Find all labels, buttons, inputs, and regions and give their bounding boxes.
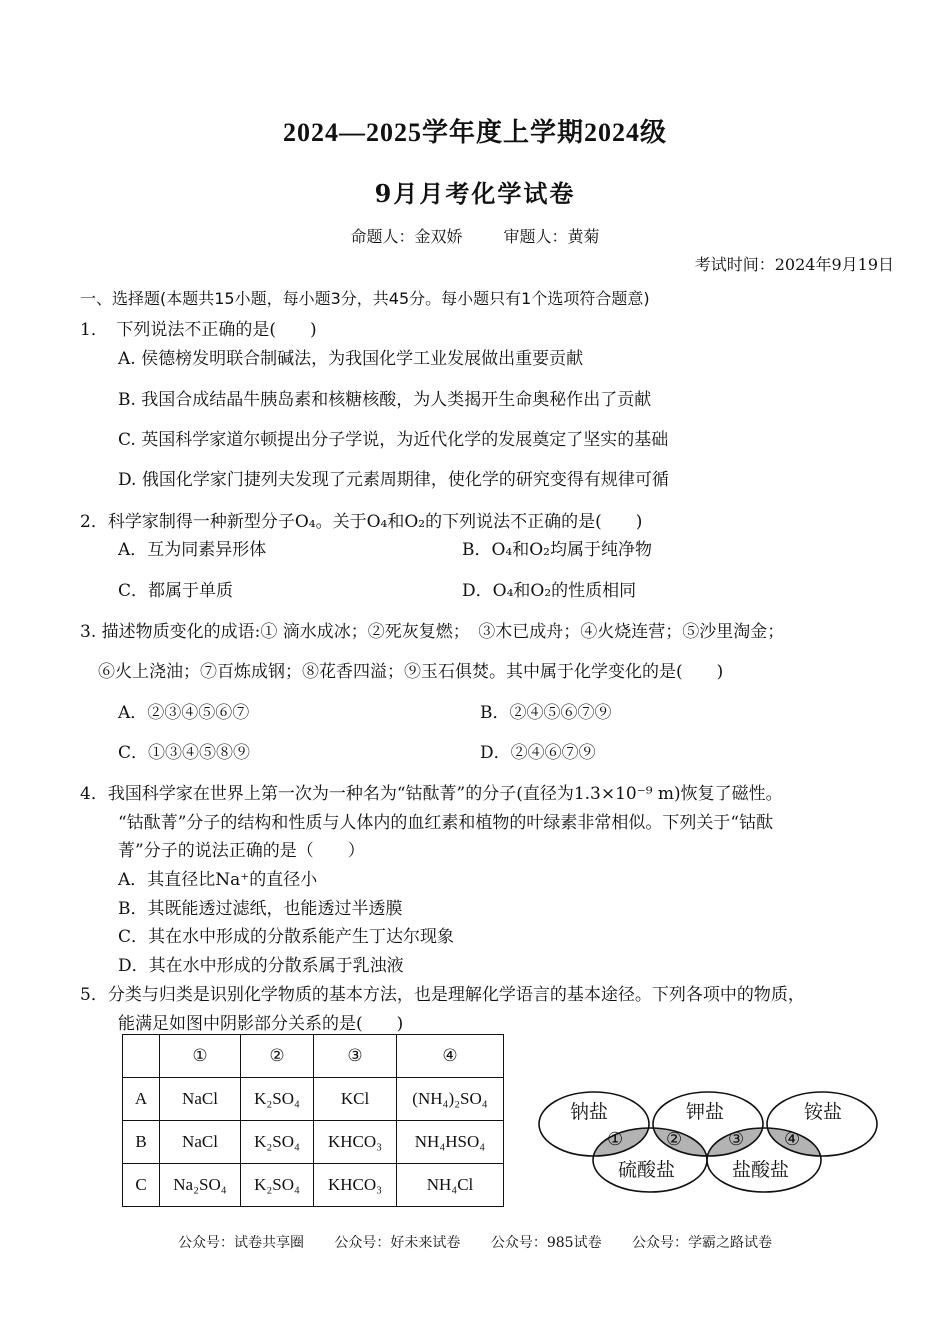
- table-header-row: [123, 1035, 504, 1078]
- region-label-1: ①: [607, 1129, 624, 1150]
- table-cell: ③: [314, 1035, 397, 1078]
- label-chloride: 盐酸盐: [732, 1159, 790, 1181]
- table-cell: NaCl: [160, 1121, 241, 1164]
- q4-option-a: A．其直径比Na⁺的直径小: [118, 870, 318, 890]
- q3-stem-line-2: ⑥火上浇油；⑦百炼成钢；⑧花香四溢；⑨玉石俱焚。其中属于化学变化的是( ): [98, 662, 724, 682]
- table-cell: K₂SO₄: [241, 1078, 314, 1121]
- q1-option-c: C. 英国科学家道尔顿提出分子学说，为近代化学的发展奠定了坚实的基础: [118, 430, 669, 450]
- q4-option-d: D．其在水中形成的分散系属于乳浊液: [118, 956, 404, 976]
- q4-option-b: B．其既能透过滤纸，也能透过半透膜: [118, 899, 403, 919]
- label-sodium-salt: 钠盐: [570, 1101, 609, 1123]
- q5-classification-diagram: [530, 1080, 910, 1205]
- q1-option-a: A. 侯德榜发明联合制碱法，为我国化学工业发展做出重要贡献: [118, 349, 584, 369]
- label-ammonium-salt: 铵盐: [804, 1101, 843, 1123]
- q3-stem-line-1: 3. 描述物质变化的成语:① 滴水成冰；②死灰复燃； ③木已成舟；④火烧连营；⑤沙里淘金；: [80, 622, 785, 642]
- reviewer: 审题人：黄菊: [503, 227, 600, 246]
- table-row: [123, 1078, 504, 1121]
- exam-time: 考试时间：2024年9月19日: [694, 255, 894, 274]
- table-cell: K₂SO₄: [241, 1164, 314, 1207]
- q3-option-b: B．②④⑤⑥⑦⑨: [480, 703, 612, 723]
- table-cell: KHCO₃: [314, 1164, 397, 1207]
- label-potassium-salt: 钾盐: [686, 1101, 725, 1123]
- q2-option-b: B．O₄和O₂均属于纯净物: [462, 540, 652, 560]
- q4-stem-line-2: “钴酞菁”分子的结构和性质与人体内的血红素和植物的叶绿素非常相似。下列关于“钴酞: [118, 813, 774, 833]
- table-cell: Na₂SO₄: [160, 1164, 241, 1207]
- title-line-2: 9月月考化学试卷: [374, 179, 576, 208]
- q2-option-c: C．都属于单质: [118, 581, 234, 601]
- table-cell: (NH₄)₂SO₄: [397, 1078, 504, 1121]
- table-cell: ①: [160, 1035, 241, 1078]
- table-cell: NH₄Cl: [397, 1164, 504, 1207]
- q5-stem-line-2: 能满足如图中阴影部分关系的是( ): [118, 1014, 404, 1034]
- table-cell: KHCO₃: [314, 1121, 397, 1164]
- q1-option-b: B. 我国合成结晶牛胰岛素和核糖核酸，为人类揭开生命奥秘作出了贡献: [118, 390, 652, 410]
- footer-item: 公众号：好未来试卷: [334, 1235, 461, 1251]
- table-row: [123, 1164, 504, 1207]
- footer: [0, 1232, 950, 1252]
- authors-line: [0, 224, 950, 247]
- region-label-3: ③: [728, 1129, 745, 1150]
- q2-option-d: D．O₄和O₂的性质相同: [462, 581, 637, 601]
- region-label-2: ②: [666, 1129, 683, 1150]
- q3-option-c: C．①③④⑤⑧⑨: [118, 743, 251, 763]
- table-cell: ④: [397, 1035, 504, 1078]
- table-cell: K₂SO₄: [241, 1121, 314, 1164]
- q4-stem-line-1: 4．我国科学家在世界上第一次为一种名为“钴酞菁”的分子(直径为1.3×10⁻⁹ m)恢复了磁性。: [80, 784, 783, 804]
- table-cell: KCl: [314, 1078, 397, 1121]
- section-title: 一、选择题(本题共15小题，每小题3分，共45分。每小题只有1个选项符合题意): [80, 289, 650, 308]
- q1-stem: 1． 下列说法不正确的是( ): [80, 320, 317, 340]
- table-cell: NH₄HSO₄: [397, 1121, 504, 1164]
- q3-option-a: A．②③④⑤⑥⑦: [118, 703, 250, 723]
- q1-option-d: D. 俄国化学家门捷列夫发现了元素周期律，使化学的研究变得有规律可循: [118, 470, 669, 490]
- table-cell: B: [123, 1121, 160, 1164]
- footer-item: 公众号：学霸之路试卷: [632, 1235, 773, 1251]
- q2-stem: 2．科学家制得一种新型分子O₄。关于O₄和O₂的下列说法不正确的是( ): [80, 512, 643, 532]
- author: 命题人：金双娇: [350, 227, 463, 246]
- label-sulfate: 硫酸盐: [618, 1159, 676, 1181]
- footer-item: 公众号：985试卷: [490, 1235, 602, 1251]
- table-row: [123, 1121, 504, 1164]
- q5-stem-line-1: 5．分类与归类是识别化学物质的基本方法，也是理解化学语言的基本途径。下列各项中的物质，: [80, 985, 805, 1005]
- q5-options-table: [122, 1034, 504, 1207]
- region-label-4: ④: [784, 1129, 801, 1150]
- table-cell: [123, 1035, 160, 1078]
- table-cell: C: [123, 1164, 160, 1207]
- table-cell: NaCl: [160, 1078, 241, 1121]
- q3-option-d: D．②④⑥⑦⑨: [480, 743, 596, 763]
- title-line-1: 2024—2025学年度上学期2024级: [282, 118, 667, 147]
- q4-option-c: C．其在水中形成的分散系能产生丁达尔现象: [118, 927, 455, 947]
- table-cell: ②: [241, 1035, 314, 1078]
- q4-stem-line-3: 菁”分子的说法正确的是（ ）: [118, 841, 365, 861]
- footer-item: 公众号：试卷共享圈: [177, 1235, 304, 1251]
- q2-option-a: A．互为同素异形体: [118, 540, 267, 560]
- table-cell: A: [123, 1078, 160, 1121]
